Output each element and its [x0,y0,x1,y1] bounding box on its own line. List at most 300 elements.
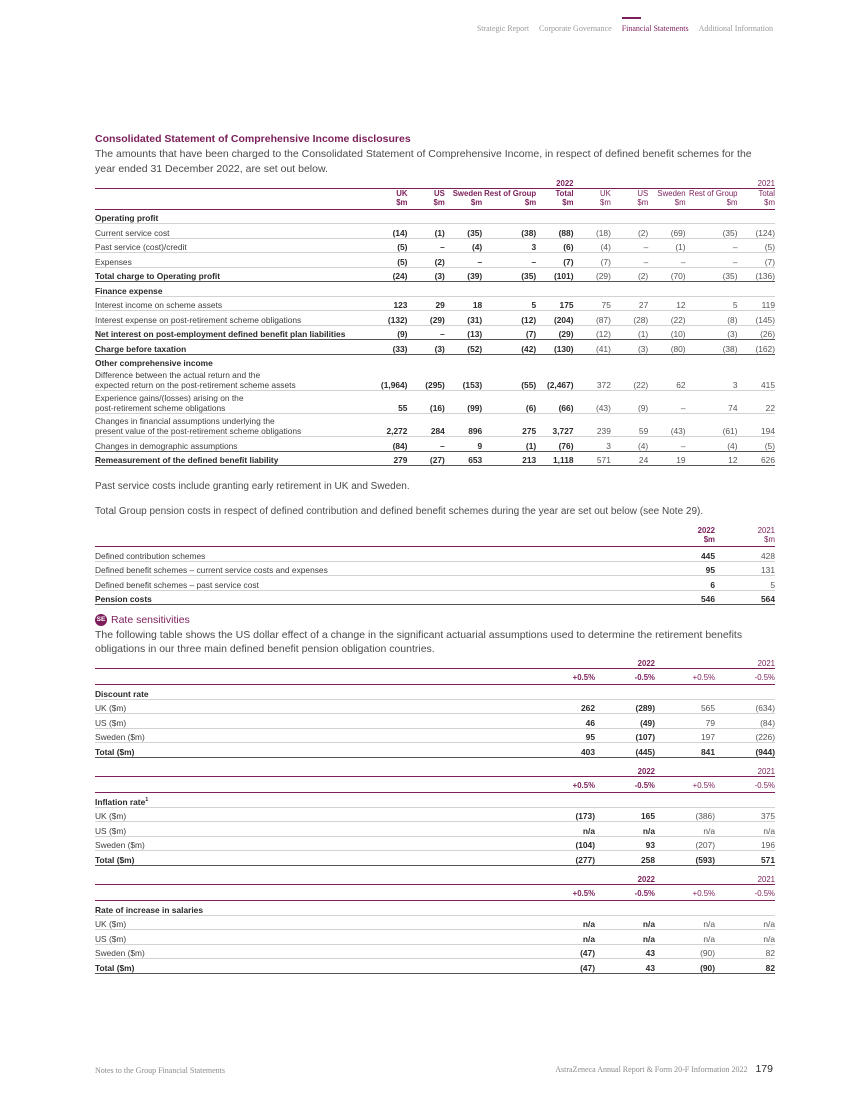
table-cell: (27) [407,451,444,466]
section-row: Discount rate [95,685,775,700]
table-cell: (13) [445,325,482,340]
table-cell: (24) [370,267,407,282]
table-cell: (61) [686,414,738,437]
table-cell: (6) [482,391,536,414]
col-header: Total $m [536,188,573,209]
table-cell: 571 [715,851,775,866]
comprehensive-income-table [95,174,775,466]
table-cell: 93 [595,836,655,851]
table-cell: 6 [655,576,715,591]
footer-section-label: Notes to the Group Financial Statements [95,1066,225,1075]
table-row [95,561,775,576]
table-cell: 29 [407,296,444,311]
table-cell: (107) [595,728,655,743]
table-cell: n/a [595,930,655,945]
table-cell: 3 [686,368,738,391]
table-cell: (124) [738,224,776,239]
table-cell: (87) [574,311,611,326]
row-label: Total ($m) [95,743,535,758]
se-badge-icon: SE [95,614,107,626]
table-cell: (16) [407,391,444,414]
table-cell: n/a [655,930,715,945]
table-cell: (295) [407,368,444,391]
table-cell: n/a [535,822,595,837]
table-cell: 12 [686,451,738,466]
col-header: US $m [407,188,444,209]
col-header: -0.5% [715,668,775,685]
table-cell: 24 [611,451,648,466]
table-cell: (277) [535,851,595,866]
row-label: US ($m) [95,930,535,945]
section-row: Finance expense [95,282,775,297]
col-header: -0.5% [595,776,655,793]
row-label: Remeasurement of the defined benefit liability [95,451,370,466]
table-row [95,451,775,466]
table-cell: 43 [595,944,655,959]
year-2021-label: 2021 [757,178,775,188]
nav-corporate-governance[interactable]: Corporate Governance [539,24,612,33]
table-cell: (43) [574,391,611,414]
col-header: +0.5% [535,884,595,901]
table-cell: (35) [445,224,482,239]
table-cell: (173) [535,807,595,822]
table-cell: 565 [655,699,715,714]
table-cell: 3 [574,437,611,452]
table-row [95,836,775,851]
col-header: -0.5% [595,884,655,901]
table-cell: (7) [482,325,536,340]
table-row [95,743,775,758]
table-cell: 22 [738,391,776,414]
table-cell: (4) [445,238,482,253]
row-label: Past service (cost)/credit [95,238,370,253]
row-label: Total ($m) [95,851,535,866]
table-row [95,959,775,974]
table-cell: (88) [536,224,573,239]
table-cell: – [686,253,738,268]
table-row [95,714,775,729]
table-cell: (69) [648,224,685,239]
table-cell: 428 [715,547,775,562]
table-cell: (6) [536,238,573,253]
table-cell: 123 [370,296,407,311]
table-cell: 372 [574,368,611,391]
note-past-service: Past service costs include granting early retirement in UK and Sweden. [95,481,410,492]
row-label: Interest expense on post-retirement scheme obligations [95,311,370,326]
table-cell: (35) [686,267,738,282]
table-cell: (14) [370,224,407,239]
table-cell: n/a [535,930,595,945]
table-cell: (39) [445,267,482,282]
table-cell: – [407,325,444,340]
table-cell: (31) [445,311,482,326]
table-cell: 5 [715,576,775,591]
row-label: Changes in demographic assumptions [95,437,370,452]
table-cell: (80) [648,340,685,355]
table-cell: – [648,391,685,414]
table-cell: 3,727 [536,414,573,437]
row-label: Total ($m) [95,959,535,974]
section-row: Operating profit [95,209,775,224]
row-label: UK ($m) [95,699,535,714]
table-cell: (49) [595,714,655,729]
table-cell: (1,964) [370,368,407,391]
table-cell: (18) [574,224,611,239]
table-cell: (944) [715,743,775,758]
rate-sensitivities-heading [95,614,190,626]
table-cell: (84) [715,714,775,729]
rate-sensitivities-title: Rate sensitivities [111,614,190,626]
table-cell: (4) [686,437,738,452]
col-header: UK $m [574,188,611,209]
table-row [95,296,775,311]
table-cell: 546 [655,590,715,605]
table-row [95,267,775,282]
table-row [95,590,775,605]
table-cell: (38) [686,340,738,355]
table-row [95,915,775,930]
table-row [95,547,775,562]
table-row [95,576,775,591]
table-cell: (445) [595,743,655,758]
table-cell: 262 [535,699,595,714]
table-cell: (2) [611,224,648,239]
top-navigation [477,24,773,33]
table-cell: (9) [370,325,407,340]
table-cell: 258 [595,851,655,866]
table-cell: n/a [595,915,655,930]
table-cell: 5 [482,296,536,311]
table-cell: 196 [715,836,775,851]
row-label: Current service cost [95,224,370,239]
col-header: 2022 $m [697,526,715,544]
table-cell: (1) [648,238,685,253]
table-cell: (5) [738,437,776,452]
table-row [95,368,775,391]
table-cell: n/a [715,930,775,945]
table-cell: (70) [648,267,685,282]
table-cell: 62 [648,368,685,391]
table-cell: – [611,253,648,268]
col-header: +0.5% [535,668,595,685]
table-row [95,930,775,945]
row-label: Defined contribution schemes [95,547,655,562]
table-cell: 82 [715,944,775,959]
table-row [95,414,775,437]
year-label: 2022 [637,766,655,776]
table-row [95,851,775,866]
note-total-pension: Total Group pension costs in respect of defined contribution and defined benefit schemes during the year are set out below (see Note 29). [95,506,704,517]
col-header: Total $m [738,188,776,209]
col-header: +0.5% [655,668,715,685]
table-cell: 75 [574,296,611,311]
col-header: Rest of Group $m [686,188,738,209]
page-number: 179 [755,1063,773,1075]
table-cell: 279 [370,451,407,466]
year-2022-label: 2022 [556,178,574,188]
table-cell: 119 [738,296,776,311]
table-cell: (12) [574,325,611,340]
table-cell: (43) [648,414,685,437]
table-cell: (42) [482,340,536,355]
footer-report-title: AstraZeneca Annual Report & Form 20-F Information 2022 [555,1065,748,1074]
salary-increase-table [95,870,775,974]
table-cell: – [686,238,738,253]
table-cell: (41) [574,340,611,355]
table-cell: (90) [655,944,715,959]
table-cell: (12) [482,311,536,326]
table-cell: (29) [407,311,444,326]
table-cell: (593) [655,851,715,866]
row-label: Charge before taxation [95,340,370,355]
table-cell: n/a [655,822,715,837]
section-row: Other comprehensive income [95,358,213,368]
row-label: Defined benefit schemes – past service cost [95,576,655,591]
section-row: Inflation rate$^1$ [95,793,775,808]
table-cell: (9) [611,391,648,414]
row-label: UK ($m) [95,915,535,930]
table-row [95,311,775,326]
table-row [95,728,775,743]
table-cell: (35) [686,224,738,239]
row-label: US ($m) [95,822,535,837]
table-cell: (145) [738,311,776,326]
table-cell: – [407,238,444,253]
table-cell: 1,118 [536,451,573,466]
table-cell: 653 [445,451,482,466]
table-cell: 79 [655,714,715,729]
row-label: Total charge to Operating profit [95,267,370,282]
table-cell: n/a [595,822,655,837]
year-label: 2021 [757,766,775,776]
table-cell: (33) [370,340,407,355]
table-cell: n/a [655,915,715,930]
col-header: -0.5% [715,776,775,793]
table-cell: 896 [445,414,482,437]
row-label: Changes in financial assumptions underlying the present value of the post-retirement scheme obligations [95,414,370,437]
table-cell: 95 [655,561,715,576]
table-cell: 197 [655,728,715,743]
table-cell: (1) [407,224,444,239]
table-cell: (22) [648,311,685,326]
table-row [95,944,775,959]
table-cell: – [445,253,482,268]
table-cell: 27 [611,296,648,311]
table-cell: (153) [445,368,482,391]
table-cell: (29) [536,325,573,340]
table-cell: 841 [655,743,715,758]
table-cell: 375 [715,807,775,822]
table-cell: 403 [535,743,595,758]
year-label: 2022 [637,658,655,668]
col-header: +0.5% [655,884,715,901]
discount-rate-table [95,654,775,758]
table-cell: (1) [482,437,536,452]
table-cell: 59 [611,414,648,437]
table-cell: (4) [611,437,648,452]
table-cell: (3) [407,340,444,355]
table-row [95,699,775,714]
table-cell: 415 [738,368,776,391]
table-cell: 165 [595,807,655,822]
year-label: 2021 [757,874,775,884]
table-cell: (3) [686,325,738,340]
table-cell: 9 [445,437,482,452]
row-label: Sweden ($m) [95,728,535,743]
table-cell: (29) [574,267,611,282]
table-cell: 626 [738,451,776,466]
row-label: Pension costs [95,590,655,605]
section-row: Rate of increase in salaries [95,901,775,916]
table-cell: 571 [574,451,611,466]
table-cell: (207) [655,836,715,851]
table-cell: (162) [738,340,776,355]
table-cell: (90) [655,959,715,974]
table-cell: n/a [715,915,775,930]
table-cell: (5) [370,253,407,268]
table-cell: – [648,253,685,268]
table-cell: (386) [655,807,715,822]
col-header: -0.5% [595,668,655,685]
table-cell: 564 [715,590,775,605]
col-header: Sweden $m [648,188,685,209]
table-cell: – [611,238,648,253]
table-cell: (101) [536,267,573,282]
table-cell: 194 [738,414,776,437]
table-row [95,437,775,452]
row-label: UK ($m) [95,807,535,822]
table-cell: (7) [536,253,573,268]
table-cell: (28) [611,311,648,326]
nav-additional-information[interactable]: Additional Information [698,24,773,33]
row-label: Sweden ($m) [95,836,535,851]
table-cell: n/a [535,915,595,930]
row-label: Defined benefit schemes – current service costs and expenses [95,561,655,576]
table-cell: – [407,437,444,452]
col-header: UK $m [370,188,407,209]
table-cell: (4) [574,238,611,253]
table-cell: (7) [574,253,611,268]
table-cell: 12 [648,296,685,311]
table-cell: (66) [536,391,573,414]
table-cell: 95 [535,728,595,743]
col-header: 2021 $m [757,526,775,544]
section-title: Consolidated Statement of Comprehensive Income disclosures [95,133,411,145]
table-cell: 19 [648,451,685,466]
table-cell: (2) [407,253,444,268]
table-cell: 275 [482,414,536,437]
table-cell: (8) [686,311,738,326]
table-cell: 239 [574,414,611,437]
table-cell: (5) [738,238,776,253]
table-cell: 43 [595,959,655,974]
row-label: Sweden ($m) [95,944,535,959]
year-label: 2022 [637,874,655,884]
table-cell: 445 [655,547,715,562]
col-header: Sweden $m [445,188,482,209]
table-cell: (10) [648,325,685,340]
table-row [95,238,775,253]
table-cell: (130) [536,340,573,355]
table-cell: 2,272 [370,414,407,437]
table-cell: (38) [482,224,536,239]
table-cell: (634) [715,699,775,714]
table-cell: – [482,253,536,268]
row-label: Expenses [95,253,370,268]
table-cell: (7) [738,253,776,268]
table-cell: (35) [482,267,536,282]
row-label: Net interest on post-employment defined benefit plan liabilities [95,325,370,340]
table-cell: (226) [715,728,775,743]
table-cell: (47) [535,944,595,959]
nav-financial-statements[interactable]: Financial Statements [621,24,689,33]
row-label: US ($m) [95,714,535,729]
col-header: US $m [611,188,648,209]
section-intro: The amounts that have been charged to the Consolidated Statement of Comprehensive Income, in respect of defined benefit schemes for the year ended 31 December 2022, are set out below. [95,148,752,175]
inflation-rate-table [95,762,775,866]
table-cell: 46 [535,714,595,729]
table-cell: (289) [595,699,655,714]
table-cell: (5) [370,238,407,253]
table-cell: (22) [611,368,648,391]
table-row [95,224,775,239]
table-cell: (84) [370,437,407,452]
col-header: +0.5% [655,776,715,793]
table-row [95,340,775,355]
table-cell: 131 [715,561,775,576]
table-cell: 3 [482,238,536,253]
table-cell: (204) [536,311,573,326]
nav-strategic-report[interactable]: Strategic Report [476,24,530,33]
table-cell: (2,467) [536,368,573,391]
table-cell: (76) [536,437,573,452]
pension-costs-table [95,526,775,605]
table-cell: – [648,437,685,452]
row-label: Experience gains/(losses) arising on the post-retirement scheme obligations [95,391,370,414]
table-cell: (55) [482,368,536,391]
table-cell: (47) [535,959,595,974]
table-cell: (52) [445,340,482,355]
table-row [95,822,775,837]
row-label: Interest income on scheme assets [95,296,370,311]
table-cell: 284 [407,414,444,437]
table-cell: (104) [535,836,595,851]
table-cell: 74 [686,391,738,414]
table-cell: 5 [686,296,738,311]
year-label: 2021 [757,658,775,668]
footer-right [555,1063,773,1075]
table-cell: (1) [611,325,648,340]
table-cell: 175 [536,296,573,311]
table-cell: (132) [370,311,407,326]
col-header: -0.5% [715,884,775,901]
rate-sensitivities-intro: The following table shows the US dollar effect of a change in the significant actuarial assumptions used to determine the retirement benefits obligations in our three main defined benefit pension obligation countries. [95,629,743,655]
table-cell: (99) [445,391,482,414]
table-cell: (136) [738,267,776,282]
table-row [95,325,775,340]
table-cell: (3) [611,340,648,355]
table-cell: 82 [715,959,775,974]
table-cell: (26) [738,325,776,340]
col-header: Rest of Group $m [482,188,536,209]
table-row [95,391,775,414]
row-label: Difference between the actual return and the expected return on the post-retirement scheme assets [95,368,370,391]
table-cell: 55 [370,391,407,414]
table-row [95,253,775,268]
table-cell: 18 [445,296,482,311]
table-cell: n/a [715,822,775,837]
table-cell: (2) [611,267,648,282]
